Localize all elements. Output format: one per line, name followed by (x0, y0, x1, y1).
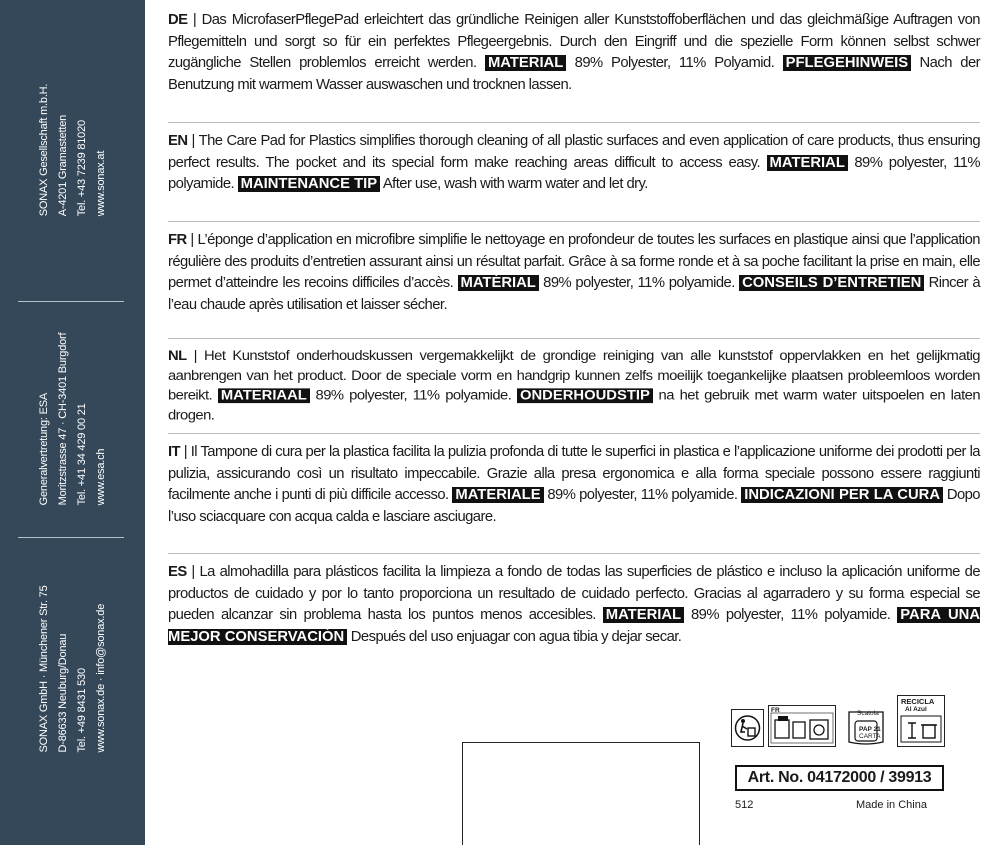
section-divider (168, 553, 980, 554)
recicla-al-azul-icon (897, 695, 945, 747)
section-en (168, 131, 980, 196)
contact-line: Tel. +41 34 429 00 21 (75, 403, 88, 506)
description-text: | La almohadilla para plásticos facilita la limpieza a fondo de todas las superficies de plástico e incluso la aplicación uniforme de productos de cuidado y por lo tanto proporciona un resultado de cuidado perfecto. Gracias al agarradero y su forma especial se pueden alcanzar sin problema hasta los puntos menos accesibles. (168, 564, 980, 624)
contact-line: www.sonax.de · info@sonax.de (94, 603, 107, 753)
contact-line: www.esa.ch (94, 448, 107, 506)
scatola-pap21-icon (845, 704, 887, 747)
material-label: MATÉRIAL (458, 275, 539, 291)
material-text: 89% polyester, 11% polyamide. (168, 154, 980, 193)
material-label: MATERIAL (485, 55, 566, 71)
section-it (168, 442, 980, 529)
care-text: Rincer à l’eau chaude après utilisation et laisser sécher. (168, 275, 981, 314)
recicla-label: RECICLA (901, 697, 935, 706)
barcode-area (462, 742, 700, 845)
care-label: CONSEILS D’ENTRETIEN (739, 275, 924, 291)
contact-text (35, 84, 111, 217)
al-azul-label: Al Azul (905, 706, 927, 713)
care-label: ONDERHOUDSTIP (517, 389, 653, 404)
pap-label: PAP 21 (859, 726, 881, 733)
care-label: MAINTENANCE TIP (238, 176, 380, 192)
material-text: 89% polyester, 11% polyamide. (309, 388, 517, 404)
section-de (168, 10, 980, 97)
triman-icon (768, 705, 836, 747)
section-divider (168, 338, 980, 339)
contact-line: Moritzstrasse 47 · CH-3401 Burgdorf (56, 332, 69, 506)
contact-block-germany (0, 538, 145, 800)
sidebar (0, 0, 145, 845)
material-label: MATERIAL (767, 155, 848, 171)
code-number: 512 (735, 799, 754, 811)
care-label: PFLEGEHINWEIS (783, 55, 912, 71)
tidyman-recycle-icon (731, 709, 764, 747)
contact-text (35, 585, 111, 752)
material-text: 89% polyester, 11% polyamide. (684, 607, 898, 624)
material-label: MATERIAAL (218, 389, 310, 404)
contact-line: A-4201 Gramastetten (56, 114, 69, 217)
made-in-label: Made in China (856, 799, 927, 811)
language-code: ES (168, 564, 187, 580)
care-text: After use, wash with warm water and let dry. (380, 176, 648, 193)
care-text: Nach der Benutzung mit warmem Wasser auswaschen und trocknen lassen. (168, 55, 981, 94)
contact-line: Tel. +49 8431 530 (75, 668, 88, 753)
material-label: MATERIAL (603, 607, 684, 623)
section-nl (168, 347, 980, 427)
contact-line: Generalvertretung: ESA (37, 392, 50, 506)
contact-block-austria (0, 0, 145, 300)
section-fr (168, 230, 980, 317)
material-text: 89% polyester, 11% polyamide. (538, 275, 740, 292)
language-code: IT (168, 444, 181, 460)
fr-label: FR (771, 707, 780, 714)
contact-text (35, 333, 111, 506)
contact-line: Tel. +43 7239 81020 (75, 120, 88, 217)
description-text: | L’éponge d’application en microfibre simplifie le nettoyage en profondeur de toutes les surfaces en plastique ainsi que l’application régulière des produits d’entretien assurant ainsi un résultat parfait. Grâce à sa forme ronde et à sa poche facilitant la prise en main, elle permet d’atteindre les recoins difficiles d’accès. (168, 232, 980, 292)
contact-line: SONAX GmbH · Münchener Str. 75 (37, 585, 50, 753)
care-text: Después del uso enjuagar con agua tibia y dejar secar. (347, 629, 682, 646)
language-code: DE (168, 12, 188, 28)
care-text: na het gebruik met warm water uitspoelen en laten drogen. (168, 388, 981, 424)
language-code: NL (168, 348, 187, 364)
description-text: | Het Kunststof onderhoudskussen vergemakkelijkt de grondige reiniging van alle kunststof oppervlakken en het gelijkmatig aanbrengen van het product. Door de speciale vorm en handgrip kunnen zelfs moeilijk toegankelijke plaatsen probleemloos worden bereikt. (168, 348, 980, 404)
description-text: | Il Tampone di cura per la plastica facilita la pulizia profonda di tutte le superfici in plastica e l’applicazione uniforme dei prodotti per la pulizia, assicurando così un risultato impeccabile. Grazie alla presa ergonomica e alla forma speciale possono essere raggiunti facilmente anche i punti di più difficile accesso. (168, 444, 980, 504)
care-label: INDICAZIONI PER LA CURA (741, 487, 943, 503)
care-text: Dopo l’uso sciacquare con acqua calda e lasciare asciugare. (168, 487, 980, 526)
material-label: MATERIALE (452, 487, 543, 503)
description-text: | Das MicrofaserPflegePad erleichtert das gründliche Reinigen aller Kunststoffoberflächen und das gleichmäßige Auftragen von Pflegemitteln und sorgt so für ein perfektes Pflegeergebnis. Durch den Eingriff und die spezielle Form können selbst schwer zugängliche Stellen problemlos erreicht werden. (168, 12, 980, 72)
material-text: 89% Polyester, 11% Polyamid. (566, 55, 783, 72)
carta-label: CARTA (859, 733, 881, 740)
contact-line: D-86633 Neuburg/Donau (56, 633, 69, 753)
scatola-label: Scatola (857, 710, 879, 717)
section-divider (168, 221, 980, 222)
description-text: | The Care Pad for Plastics simplifies thorough cleaning of all plastic surfaces and even application of care products, thus ensuring perfect results. The pocket and its special form make reaching areas difficult to access easy. (168, 133, 980, 171)
section-es (168, 562, 980, 649)
contact-line: SONAX Gesellschaft m.b.H. (37, 83, 50, 217)
language-code: FR (168, 232, 187, 248)
contact-line: www.sonax.at (94, 150, 107, 217)
section-divider (168, 433, 980, 434)
section-divider (168, 122, 980, 123)
material-text: 89% polyester, 11% polyamide. (543, 487, 742, 504)
care-label: PARA UNA MEJOR CONSERVACIÓN (168, 607, 981, 646)
language-code: EN (168, 133, 188, 149)
article-number: Art. No. 04172000 / 39913 (735, 765, 944, 791)
contact-block-switzerland (0, 302, 145, 536)
